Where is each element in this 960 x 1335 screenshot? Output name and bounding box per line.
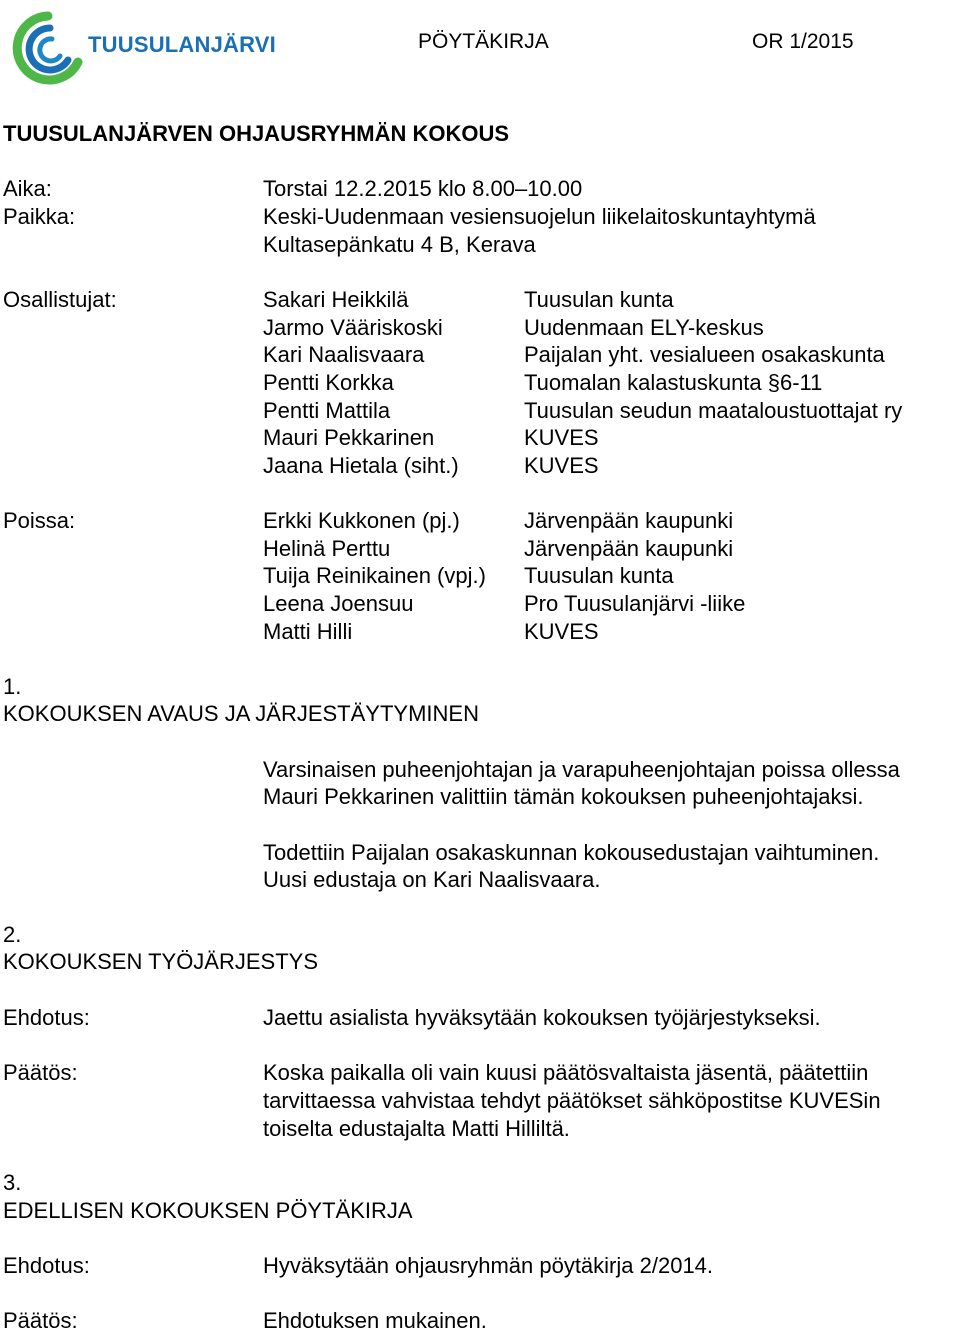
participant-name: Jarmo Vääriskoski [263,315,443,340]
page-title: TUUSULANJÄRVEN OHJAUSRYHMÄN KOKOUS [3,121,510,146]
participant-name: Pentti Mattila [263,398,391,423]
absent-org: Pro Tuusulanjärvi -liike [524,591,746,616]
section-3-proposal-label: Ehdotus: [3,1253,90,1278]
section-1-paragraph-2-line-1: Todettiin Paijalan osakaskunnan kokousedustajan vaihtuminen. [263,840,880,865]
time-label: Aika: [3,176,52,201]
logo-wordmark: TUUSULANJÄRVI [88,32,276,57]
section-2-decision-line-3: toiselta edustajalta Matti Hilliltä. [263,1116,570,1141]
section-2-decision-line-1: Koska paikalla oli vain kuusi päätösvaltaista jäsentä, päätettiin [263,1060,869,1085]
absent-name: Helinä Perttu [263,536,391,561]
section-3-decision-text: Ehdotuksen mukainen. [263,1308,487,1333]
participant-name: Jaana Hietala (siht.) [263,453,459,478]
section-2-decision-label: Päätös: [3,1060,78,1085]
logo-swirl-icon [10,10,86,86]
section-3-number: 3. [3,1170,22,1195]
participant-org: KUVES [524,425,599,450]
section-2-heading: KOKOUKSEN TYÖJÄRJESTYS [3,949,319,974]
place-line-2: Kultasepänkatu 4 B, Kerava [263,232,536,257]
section-1-number: 1. [3,674,22,699]
absent-name: Matti Hilli [263,619,353,644]
absent-org: Järvenpään kaupunki [524,536,734,561]
time-value: Torstai 12.2.2015 klo 8.00–10.00 [263,176,583,201]
tuusulanjarvi-logo [10,10,276,86]
participant-org: Tuusulan kunta [524,287,674,312]
participant-org: KUVES [524,453,599,478]
absent-name: Erkki Kukkonen (pj.) [263,508,460,533]
participant-org: Tuusulan seudun maataloustuottajat ry [524,398,903,423]
participant-name: Pentti Korkka [263,370,394,395]
absent-org: Tuusulan kunta [524,563,674,588]
participant-org: Uudenmaan ELY-keskus [524,315,764,340]
absent-name: Leena Joensuu [263,591,414,616]
section-3-heading: EDELLISEN KOKOUKSEN PÖYTÄKIRJA [3,1198,413,1223]
participants-label: Osallistujat: [3,287,117,312]
absent-org: Järvenpään kaupunki [524,508,734,533]
participant-name: Mauri Pekkarinen [263,425,435,450]
participant-org: Tuomalan kalastuskunta §6-11 [524,370,823,395]
absent-name: Tuija Reinikainen (vpj.) [263,563,486,588]
section-3-proposal-text: Hyväksytään ohjausryhmän pöytäkirja 2/2014. [263,1253,714,1278]
section-3-decision-label: Päätös: [3,1308,78,1333]
section-1-paragraph-1-line-1: Varsinaisen puheenjohtajan ja varapuheenjohtajan poissa ollessa [263,757,900,782]
section-2-number: 2. [3,922,22,947]
absent-org: KUVES [524,619,599,644]
document-type: PÖYTÄKIRJA [418,30,549,53]
place-line-1: Keski-Uudenmaan vesiensuojelun liikelaitoskuntayhtymä [263,204,816,229]
section-1-paragraph-1-line-2: Mauri Pekkarinen valittiin tämän kokouksen puheenjohtajaksi. [263,784,864,809]
participant-name: Sakari Heikkilä [263,287,409,312]
section-2-decision-line-2: tarvittaessa vahvistaa tehdyt päätökset sähköpostitse KUVESin [263,1088,881,1113]
document-number: OR 1/2015 [752,30,854,53]
participant-name: Kari Naalisvaara [263,342,425,367]
section-2-proposal-text: Jaettu asialista hyväksytään kokouksen työjärjestykseksi. [263,1005,821,1030]
absent-label: Poissa: [3,508,76,533]
section-2-proposal-label: Ehdotus: [3,1005,90,1030]
participant-org: Paijalan yht. vesialueen osakaskunta [524,342,885,367]
section-1-paragraph-2-line-2: Uusi edustaja on Kari Naalisvaara. [263,867,601,892]
place-label: Paikka: [3,204,76,229]
section-1-heading: KOKOUKSEN AVAUS JA JÄRJESTÄYTYMINEN [3,701,479,726]
